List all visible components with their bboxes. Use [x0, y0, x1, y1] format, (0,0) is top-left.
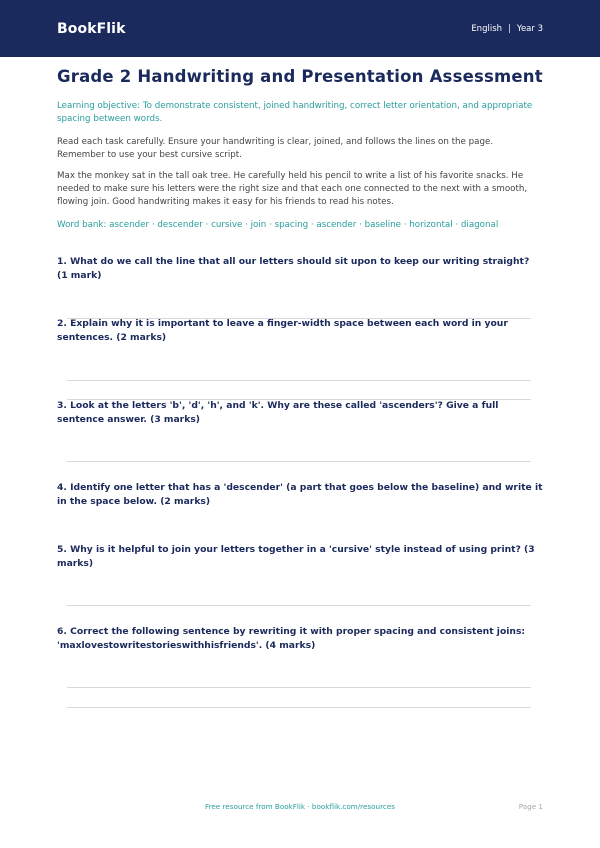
- question-3: 3. Look at the letters 'b', 'd', 'h', and 'k'. Why are these called 'ascenders'? Give a full sentence answer. (3 marks): [57, 400, 499, 425]
- page-title: Grade 2 Handwriting and Presentation Assessment: [57, 67, 543, 86]
- question-6: 6. Correct the following sentence by rewriting it with proper spacing and consistent joins: 'maxlovestowritestorieswithhisfriends'. (4 marks): [57, 626, 526, 651]
- answer-line[interactable]: [67, 707, 531, 708]
- instructions-text: Read each task carefully. Ensure your handwriting is clear, joined, and follows the lines on the page. Remember to use your best cursive script.: [57, 137, 494, 160]
- page-footer: [0, 802, 600, 814]
- answer-line[interactable]: [67, 605, 531, 606]
- answer-line[interactable]: [67, 380, 531, 381]
- reading-passage: Max the monkey sat in the tall oak tree. He carefully held his pencil to write a list of his favorite snacks. He needed to make sure his letters were the right size and that each one connected to the next with a smooth, flowing join. Good handwriting makes it easy for his friends to read his notes.: [57, 171, 528, 207]
- question-4: 4. Identify one letter that has a 'descender' (a part that goes below the baseline) and write it in the space below. (2 marks): [57, 482, 543, 507]
- answer-line[interactable]: [67, 461, 531, 462]
- meta-separator: |: [508, 23, 511, 34]
- page-header: [0, 0, 600, 57]
- page-number: Page 1: [518, 802, 543, 811]
- header-meta: [471, 24, 543, 34]
- year-label: Year 3: [516, 23, 543, 34]
- question-2: 2. Explain why it is important to leave a finger-width space between each word in your sentences. (2 marks): [57, 318, 508, 343]
- question-5: 5. Why is it helpful to join your letters together in a 'cursive' style instead of using print? (3 marks): [57, 544, 535, 569]
- word-bank: Word bank: ascender · descender · cursive · join · spacing · ascender · baseline · horizontal · diagonal: [57, 220, 499, 230]
- subject-label: English: [471, 23, 503, 34]
- answer-line[interactable]: [67, 687, 531, 688]
- question-1: 1. What do we call the line that all our letters should sit upon to keep our writing straight? (1 mark): [57, 256, 530, 281]
- intro-section: [57, 66, 543, 232]
- learning-objective: Learning objective: To demonstrate consistent, joined handwriting, correct letter orientation, and appropriate spacing between words.: [57, 101, 533, 124]
- brand-logo: BookFlik: [57, 20, 126, 37]
- resource-link[interactable]: Free resource from BookFlik · bookflik.com/resources: [204, 802, 396, 811]
